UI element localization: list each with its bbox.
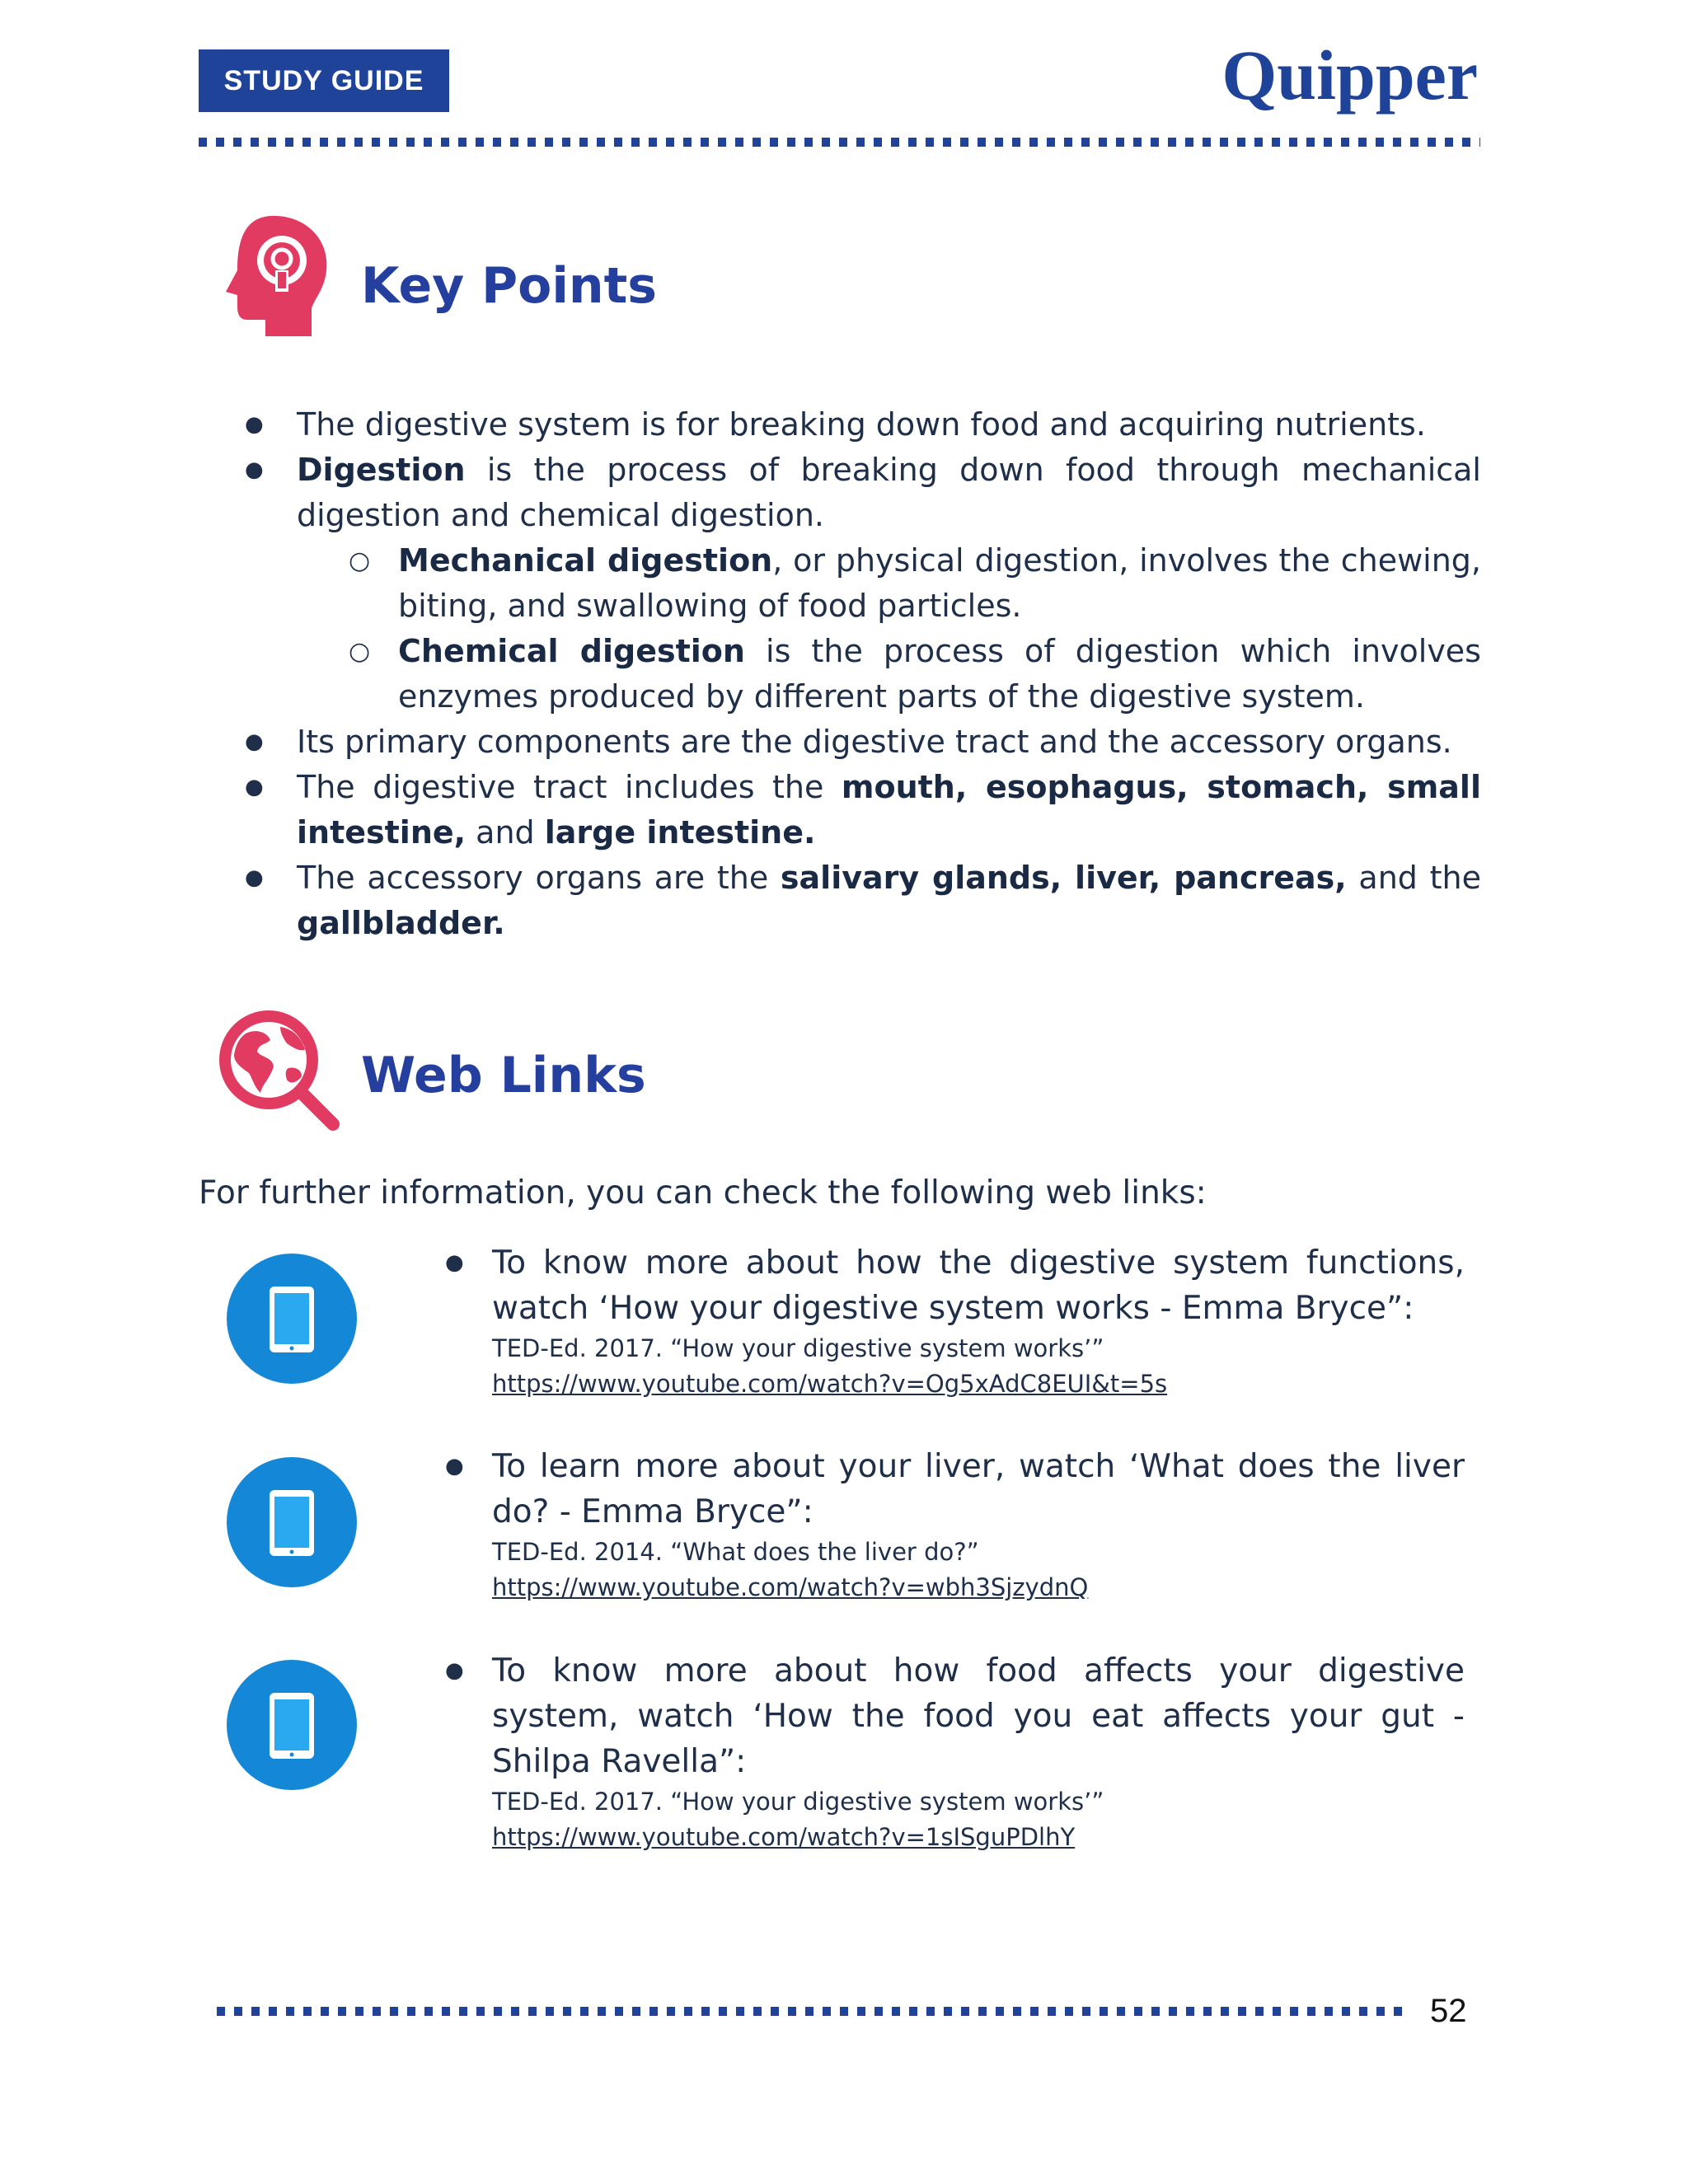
web-links-intro: For further information, you can check the following web links: [199, 1174, 1207, 1212]
sub-list-item: ○ Mechanical digestion, or physical digestion, involves the chewing, biting, and swallowing of food particles. [349, 542, 1482, 624]
list-item: ● The accessory organs are the salivary glands, liver, pancreas, and the gallbladder. [245, 855, 1481, 946]
link-url[interactable]: https://www.youtube.com/watch?v=Og5xAdC8EUI&t=5s [492, 1370, 1168, 1398]
link-description: To know more about how food affects your digestive system, watch ‘How the food you eat affects your gut - Shilpa Ravella”: [492, 1652, 1465, 1780]
list-item: ● The digestive tract includes the mouth, esophagus, stomach, small intestine, and large intestine. [245, 765, 1481, 855]
page-number: 52 [1430, 1993, 1467, 2029]
web-links-title: Web Links [361, 1047, 646, 1104]
list-item: ● Digestion is the process of breaking down food through mechanical digestion and chemical digestion. ○ Mechanical digestion, or physical digestion, involves the chewing, biting, and swallowing of food particles. ○ Chemical digestion is the process of digestion which involves enzymes produced by different parts of the digestive system. [245, 448, 1481, 719]
link-description: To know more about how the digestive system functions, watch ‘How your digestive system works - Emma Bryce”: [492, 1244, 1465, 1327]
link-citation: TED-Ed. 2017. “How your digestive system works’” [492, 1334, 1104, 1362]
header-divider [199, 138, 1480, 147]
footer-divider [217, 2007, 1405, 2016]
head-lightbulb-icon [223, 213, 331, 338]
tablet-icon [227, 1457, 357, 1587]
sub-list [297, 538, 1481, 719]
study-guide-badge [199, 49, 449, 112]
sub-list-item: ○ Chemical digestion is the process of digestion which involves enzymes produced by different parts of the digestive system. [349, 633, 1481, 715]
list-item: ● The digestive system is for breaking down food and acquiring nutrients. [245, 402, 1481, 448]
link-url[interactable]: https://www.youtube.com/watch?v=wbh3SjzydnQ [492, 1573, 1089, 1601]
key-points-title: Key Points [361, 257, 658, 315]
brand-logo: Quipper [1221, 35, 1478, 115]
globe-magnifier-icon [213, 1004, 343, 1134]
link-url[interactable]: https://www.youtube.com/watch?v=1sISguPDlhY [492, 1823, 1076, 1851]
key-points-list [245, 402, 1481, 946]
link-description: To learn more about your liver, watch ‘What does the liver do? - Emma Bryce”: [492, 1448, 1465, 1530]
link-citation: TED-Ed. 2014. “What does the liver do?” [492, 1538, 979, 1566]
tablet-icon [227, 1660, 357, 1790]
link-citation: TED-Ed. 2017. “How your digestive system works’” [492, 1788, 1104, 1816]
list-item: ● Its primary components are the digestive tract and the accessory organs. [245, 719, 1481, 765]
badge-label: STUDY GUIDE [223, 64, 424, 96]
tablet-icon [227, 1254, 357, 1384]
